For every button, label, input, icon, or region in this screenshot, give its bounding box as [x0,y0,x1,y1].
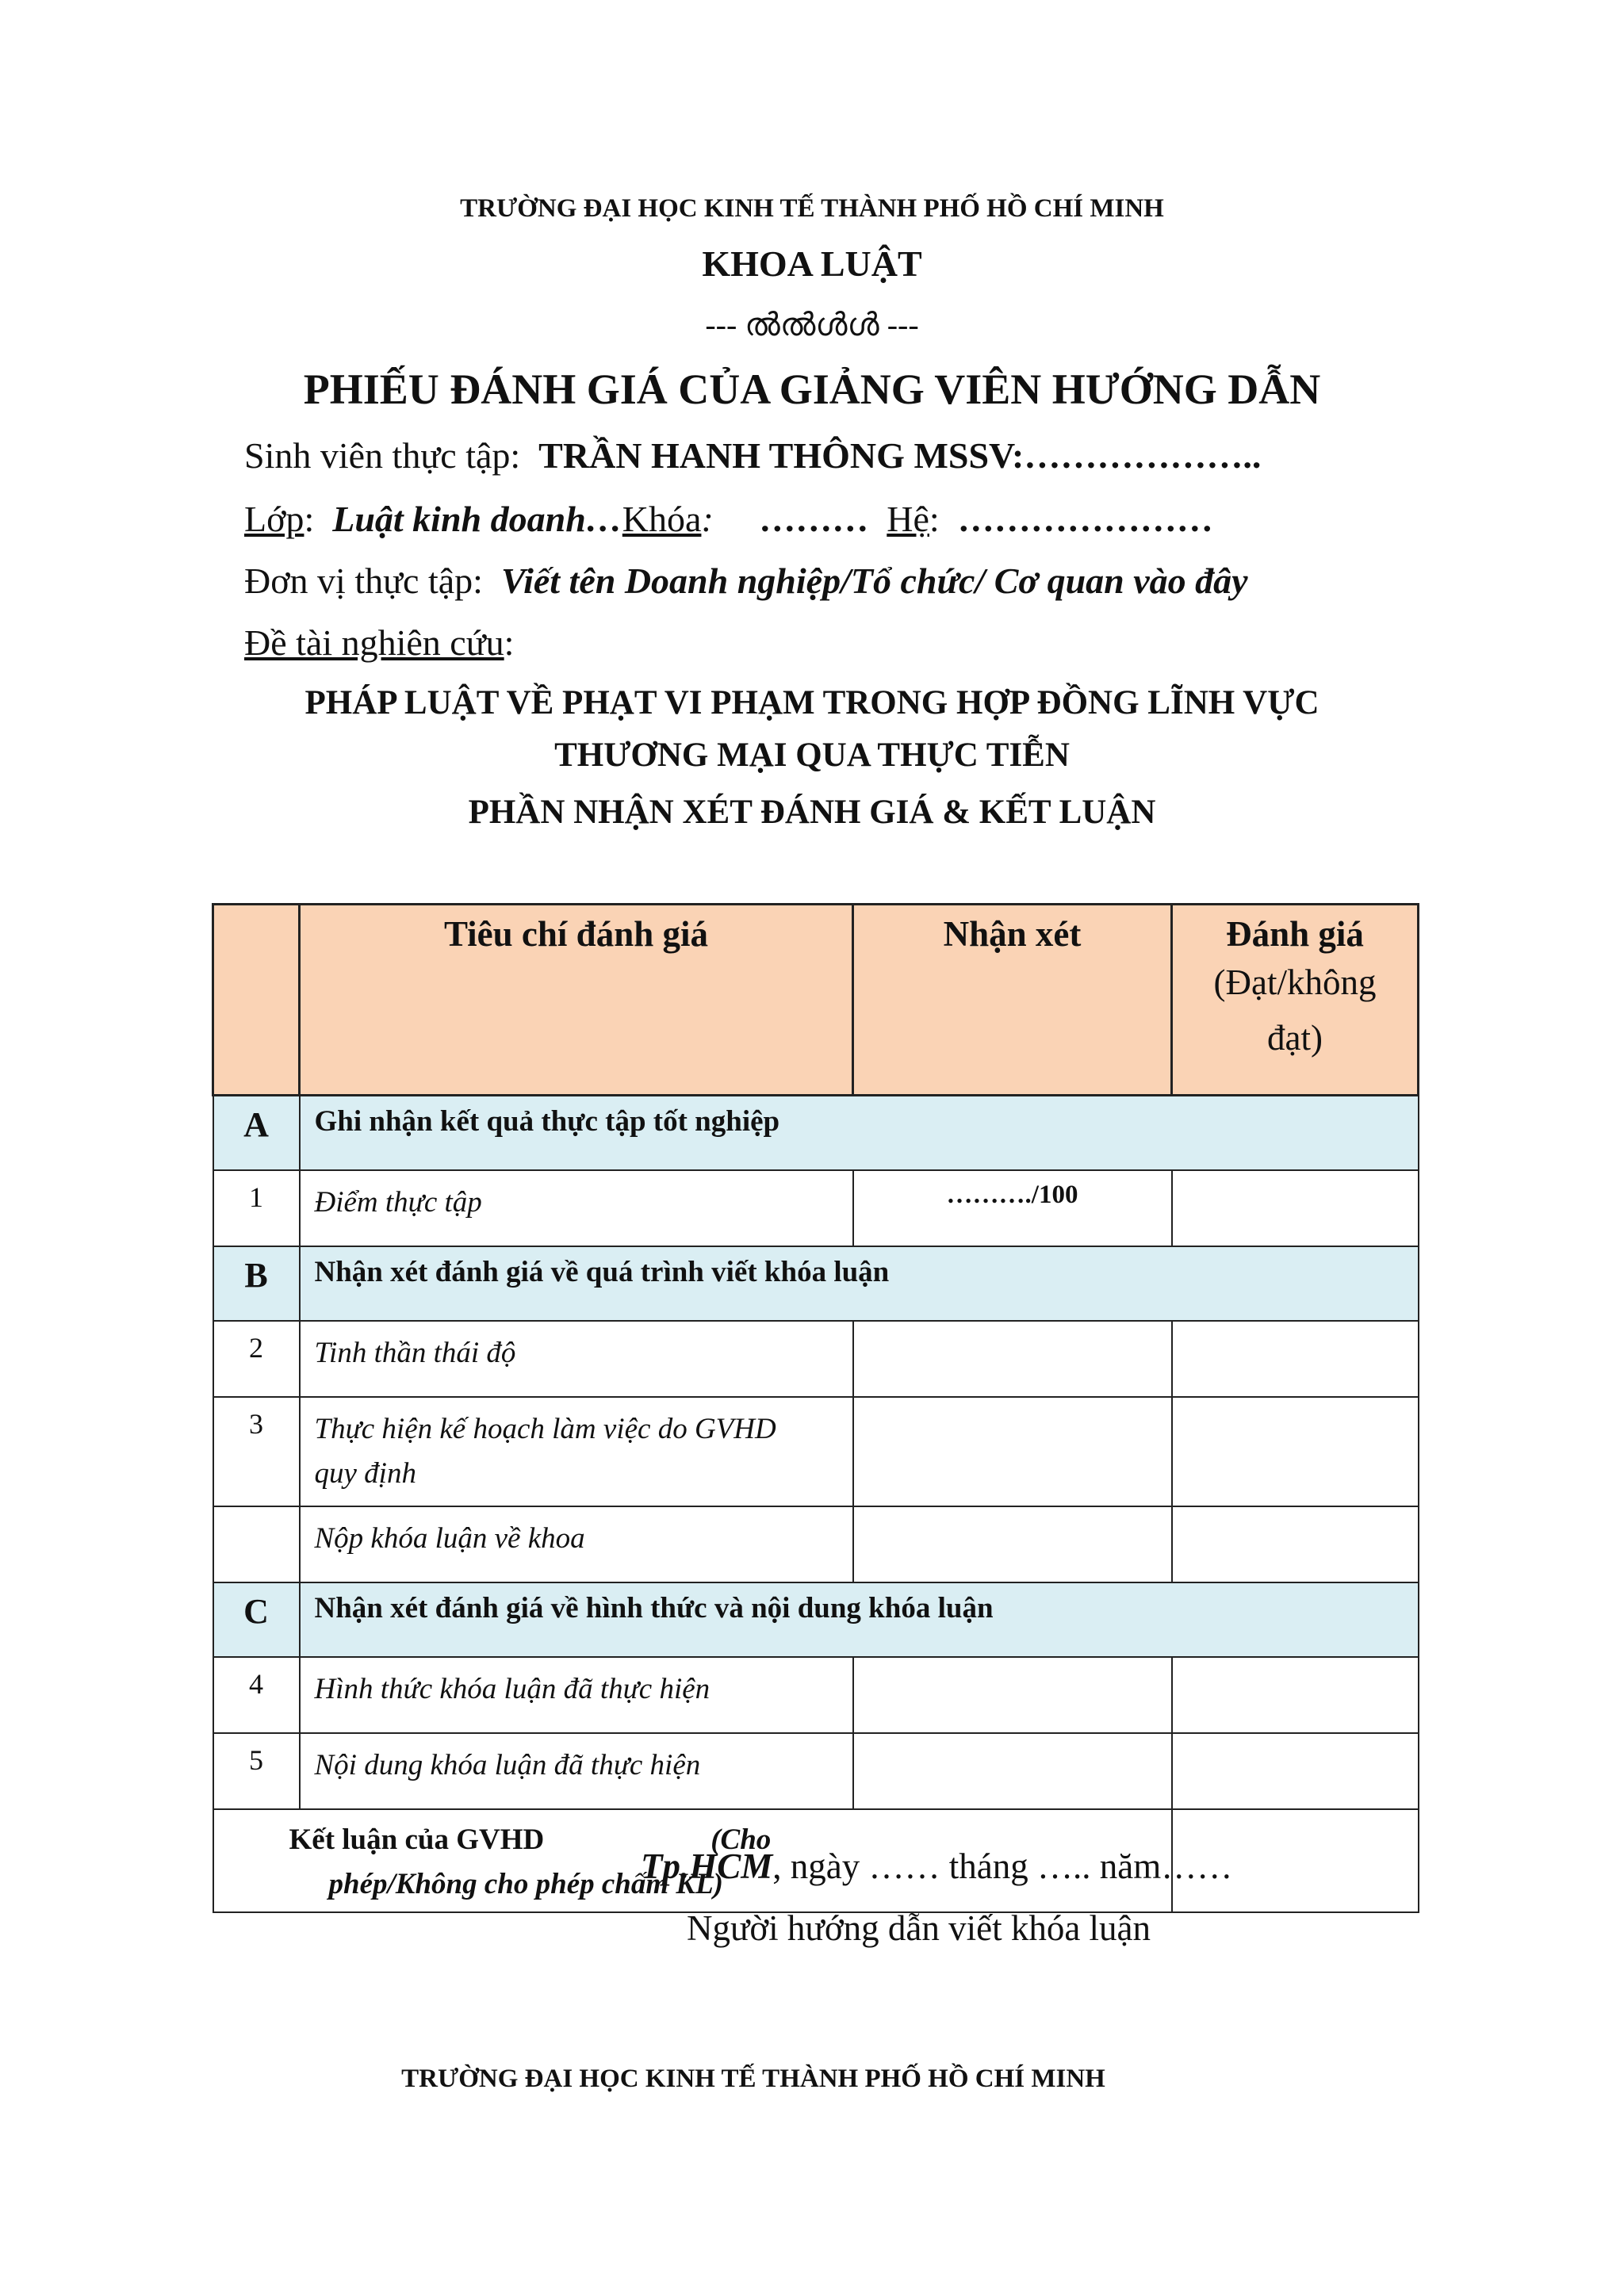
conclusion-option-open: (Cho [710,1823,772,1856]
class-label: Lớp [244,499,304,539]
comment-cell[interactable] [853,1397,1172,1506]
signature-signer: Người hướng dẫn viết khóa luận [687,1908,1151,1948]
page-title: PHIẾU ĐÁNH GIÁ CỦA GIẢNG VIÊN HƯỚNG DẪN [303,365,1321,413]
row-number: 5 [213,1733,300,1809]
topic-title-line1: PHÁP LUẬT VỀ PHẠT VI PHẠM TRONG HỢP ĐỒNG LĨNH VỰC [304,684,1320,721]
header-rating-sub2: đạt) [1267,1018,1323,1058]
table-header-row [213,905,1419,1096]
row-criteria-line2: quy định [314,1457,416,1490]
section-letter: C [213,1582,300,1657]
evaluation-table [212,903,1419,1913]
system-label: Hệ [887,499,929,539]
section-title-cell: Nhận xét đánh giá về quá trình viết khóa luận [300,1246,1419,1321]
comment-cell[interactable] [853,1733,1172,1809]
signature-date-line [641,1846,1232,1887]
table-row [213,1657,1419,1733]
student-label: Sinh viên thực tập: [244,435,521,476]
course-label: Khóa [622,499,702,539]
section-row-a [213,1096,1419,1171]
row-criteria: Hình thức khóa luận đã thực hiện [300,1657,853,1733]
topic-title-line2: THƯƠNG MẠI QUA THỰC TIỄN [554,737,1070,774]
class-line: Lớp: Luật kinh doanh…Khóa: ……… Hệ: ………………… [244,499,1213,539]
rating-cell[interactable] [1172,1506,1419,1582]
mssv-label: MSSV: [914,435,1025,476]
row-criteria [300,1397,853,1506]
section-title-cell: Ghi nhận kết quả thực tập tốt nghiệp [300,1096,1419,1171]
row-criteria-line1: Thực hiện kế hoạch làm việc do GVHD [314,1413,776,1445]
signature-date: , ngày …… tháng ….. năm…… [772,1846,1233,1886]
header-criteria: Tiêu chí đánh giá [300,905,853,1096]
class-value: Luật kinh doanh… [332,499,622,539]
conclusion-label: Kết luận của GVHD [289,1823,545,1856]
comment-cell[interactable] [853,1506,1172,1582]
unit-value: Viết tên Doanh nghiệp/Tổ chức/ Cơ quan vào đây [500,561,1248,601]
rating-cell[interactable] [1172,1397,1419,1506]
header-rating-sub1: (Đạt/không [1213,962,1377,1002]
row-number: 2 [213,1321,300,1397]
system-value: ………………… [957,499,1213,539]
section-row-b [213,1246,1419,1321]
table-row [213,1733,1419,1809]
footer-university: TRƯỜNG ĐẠI HỌC KINH TẾ THÀNH PHỐ HỒ CHÍ MINH [401,2064,1105,2093]
rating-cell[interactable] [1172,1321,1419,1397]
row-number: 4 [213,1657,300,1733]
section-title-cell: Nhận xét đánh giá về hình thức và nội dung khóa luận [300,1582,1419,1657]
student-line [244,434,1261,476]
section-letter: A [213,1096,300,1171]
signature-place: Tp.HCM [641,1846,773,1886]
row-criteria: Nộp khóa luận về khoa [300,1506,853,1582]
row-number [213,1506,300,1582]
row-number: 3 [213,1397,300,1506]
comment-cell[interactable] [853,1657,1172,1733]
mssv-value: ……………….. [1024,435,1262,476]
section-row-c [213,1582,1419,1657]
course-value: ……… [759,499,869,539]
unit-label: Đơn vị thực tập: [244,561,483,601]
ornament-divider: --- ൽൽൾൾ --- [705,307,919,342]
internship-score-field[interactable]: ………./100 [853,1170,1172,1246]
section-title: PHẦN NHẬN XÉT ĐÁNH GIÁ & KẾT LUẬN [468,794,1156,831]
faculty-name: KHOA LUẬT [702,243,922,284]
row-criteria: Tinh thần thái độ [300,1321,853,1397]
topic-line: Đề tài nghiên cứu: [244,622,515,663]
header-index-cell [213,905,300,1096]
section-letter: B [213,1246,300,1321]
header-comment: Nhận xét [853,905,1172,1096]
conclusion-option-rest: phép/Không cho phép chấm KL) [328,1868,723,1900]
table-row [213,1321,1419,1397]
table-row [213,1170,1419,1246]
unit-line [244,560,1248,602]
row-criteria: Điểm thực tập [300,1170,853,1246]
table-row [213,1506,1419,1582]
header-rating-label: Đánh giá [1226,914,1364,954]
topic-label: Đề tài nghiên cứu [244,622,504,663]
rating-cell[interactable] [1172,1733,1419,1809]
rating-cell[interactable] [1172,1170,1419,1246]
header-rating [1172,905,1419,1096]
comment-cell[interactable] [853,1321,1172,1397]
table-row [213,1397,1419,1506]
rating-cell[interactable] [1172,1657,1419,1733]
student-name: TRẦN HANH THÔNG [538,435,905,476]
row-number: 1 [213,1170,300,1246]
row-criteria: Nội dung khóa luận đã thực hiện [300,1733,853,1809]
university-name: TRƯỜNG ĐẠI HỌC KINH TẾ THÀNH PHỐ HỒ CHÍ MINH [460,194,1164,223]
